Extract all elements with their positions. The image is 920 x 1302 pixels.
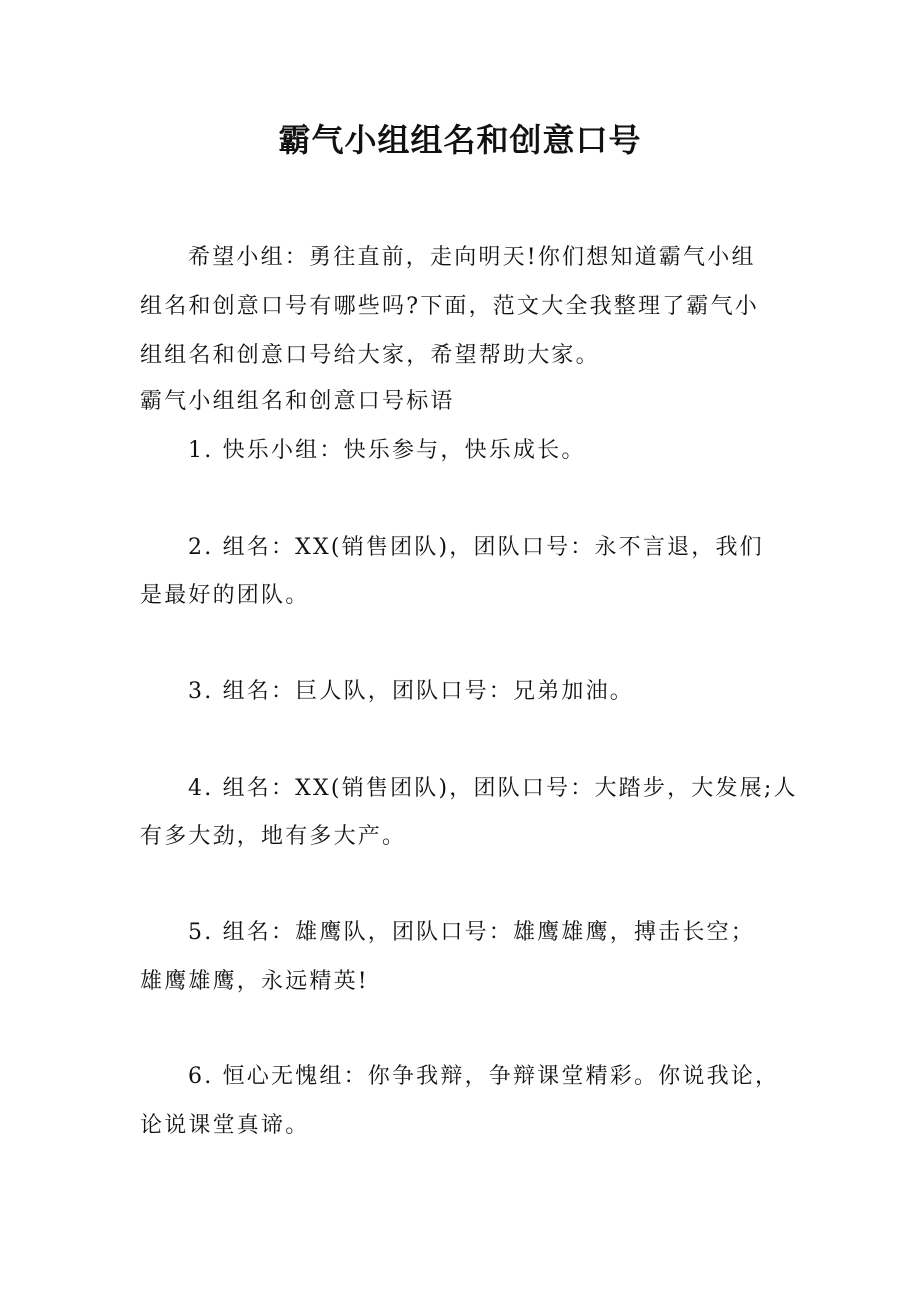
slogan-item-line: 2. 组名：XX(销售团队)，团队口号：永不言退，我们 (188, 535, 764, 560)
page-title: 霸气小组组名和创意口号 (278, 121, 642, 159)
slogan-item-line: 是最好的团队。 (140, 583, 310, 608)
slogan-item-line: 有多大劲，地有多大产。 (140, 824, 407, 849)
section-heading: 霸气小组组名和创意口号标语 (140, 389, 455, 414)
slogan-item-line: 6. 恒心无愧组：你争我辩，争辩课堂精彩。你说我论， (188, 1064, 780, 1089)
slogan-item-line: 论说课堂真谛。 (140, 1113, 310, 1138)
intro-line-2: 组名和创意口号有哪些吗?下面，范文大全我整理了霸气小 (140, 294, 759, 319)
slogan-item-line: 3. 组名：巨人队，团队口号：兄弟加油。 (188, 679, 634, 704)
slogan-item-line: 4. 组名：XX(销售团队)，团队口号：大踏步，大发展;人 (188, 776, 798, 801)
slogan-item-line: 1. 快乐小组：快乐参与，快乐成长。 (188, 438, 586, 463)
intro-line-1: 希望小组：勇往直前，走向明天!你们想知道霸气小组 (188, 245, 756, 270)
slogan-item-line: 雄鹰雄鹰，永远精英! (140, 969, 369, 994)
slogan-item-line: 5. 组名：雄鹰队，团队口号：雄鹰雄鹰，搏击长空； (188, 920, 755, 945)
intro-line-3: 组组名和创意口号给大家，希望帮助大家。 (140, 343, 600, 368)
